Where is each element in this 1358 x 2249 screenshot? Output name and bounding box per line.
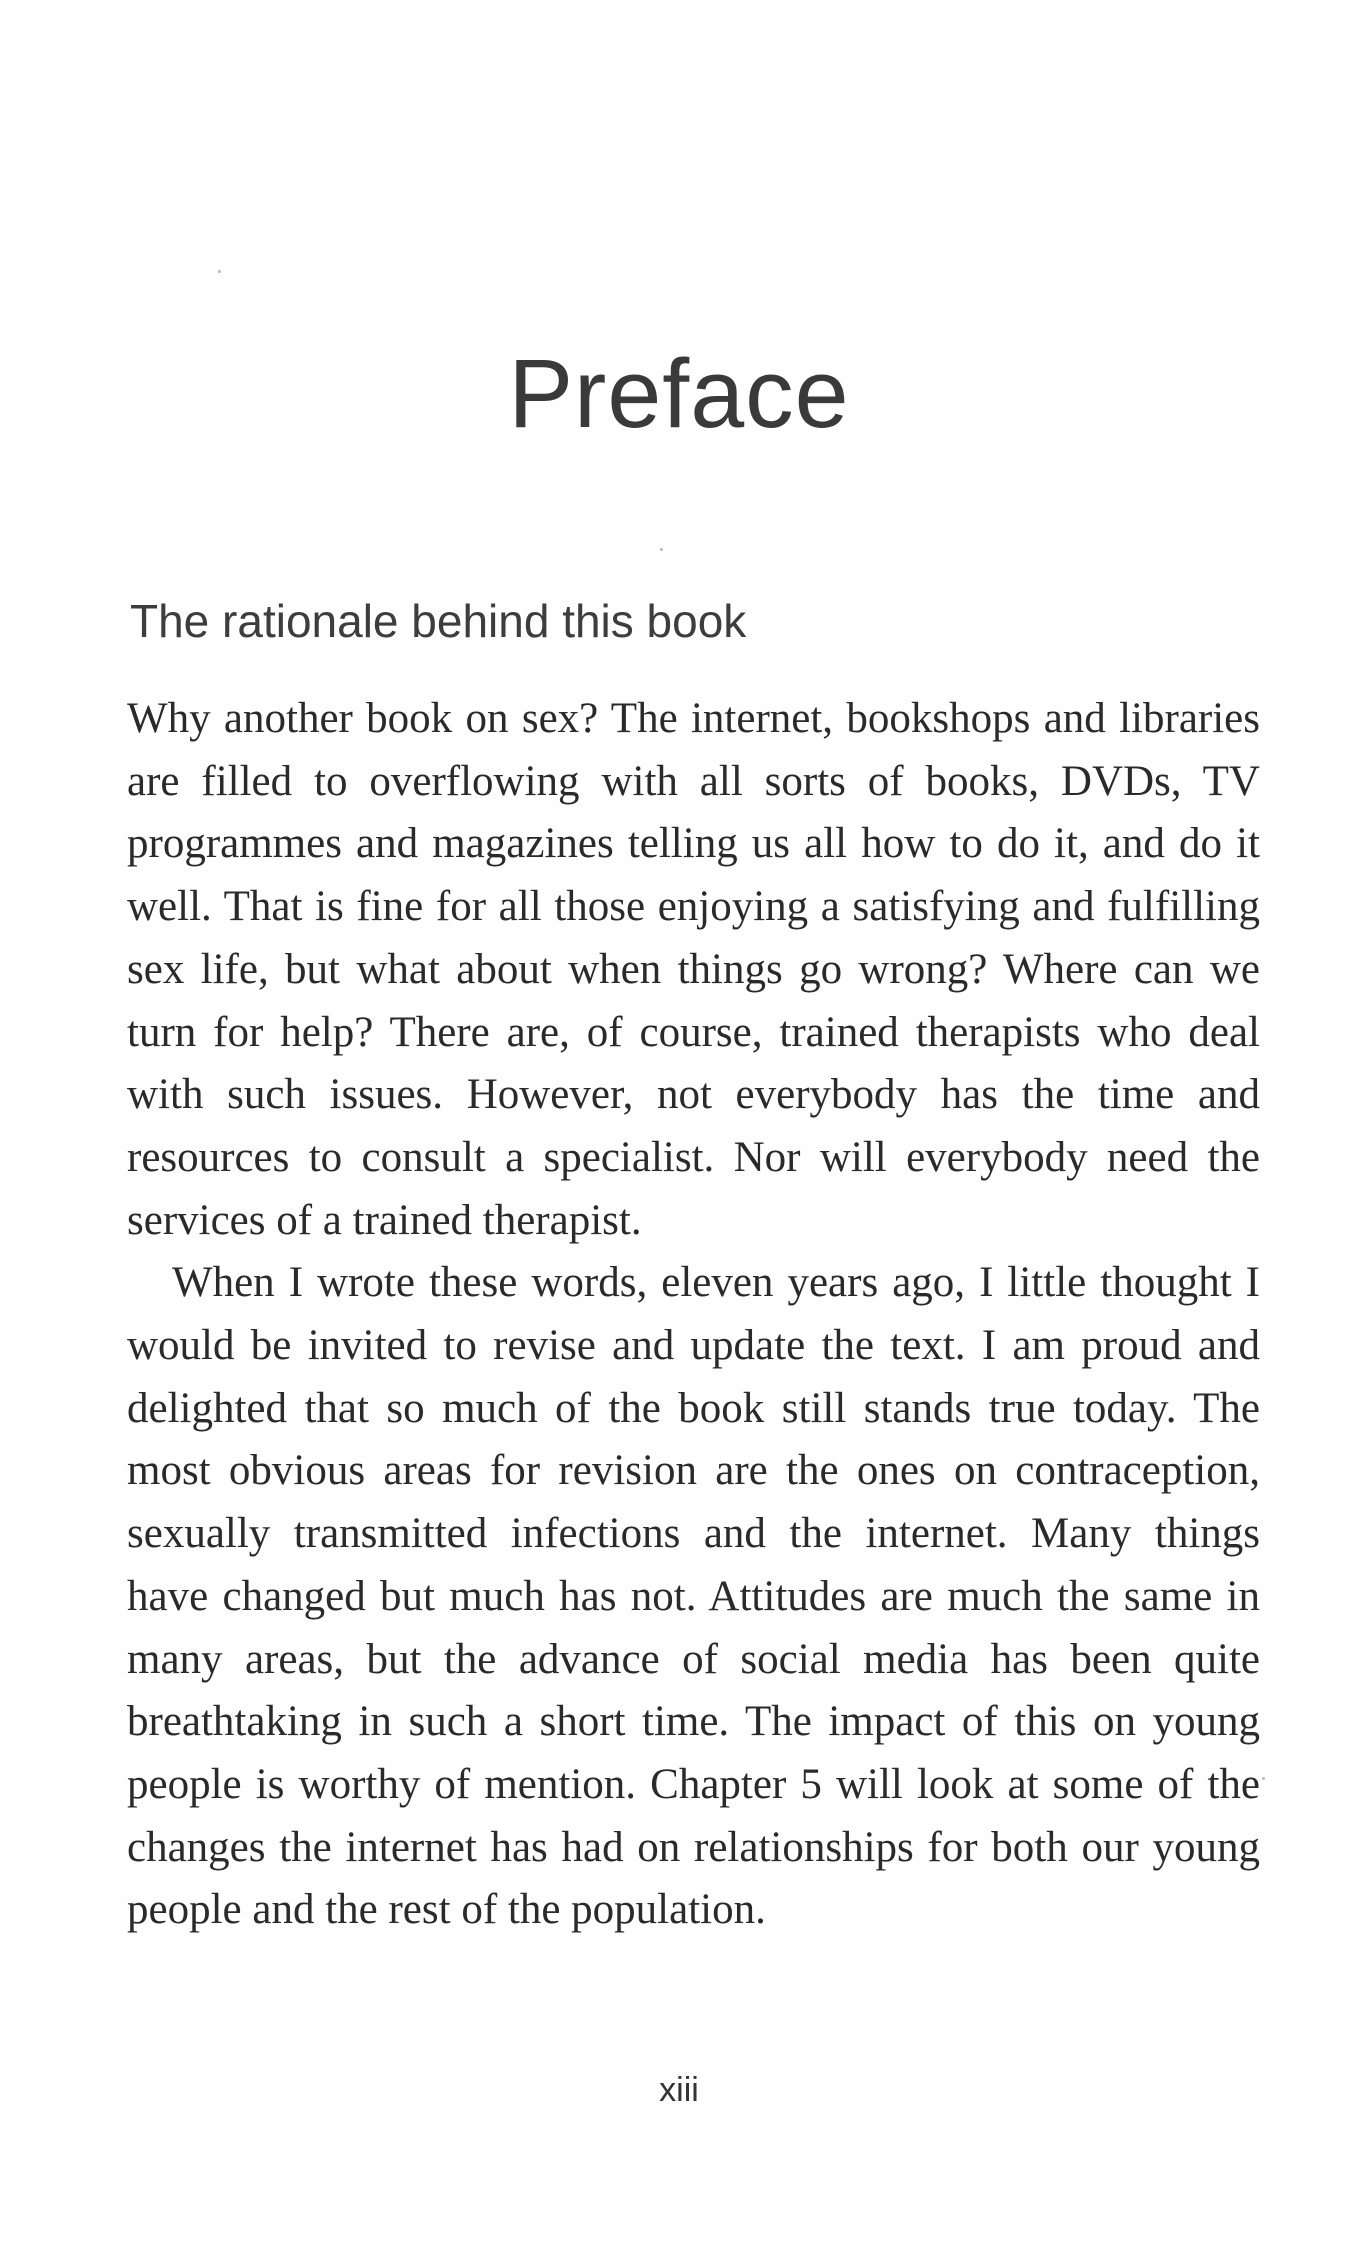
body-text bbox=[127, 688, 1260, 1942]
page-number: xiii bbox=[659, 2071, 699, 2109]
paragraph-2: When I wrote these words, eleven years ago, I little thought I would be invited to revise and update the text. I am proud and delighted that so much of the book still stands true today. The most obvious areas for revision are the ones on contraception, sexually transmitted infections and the internet. Many things have changed but much has not. Attitudes are much the same in many areas, but the advance of social media has been quite breathtaking in such a short time. The impact of this on young people is worthy of mention. Chapter 5 will look at some of the changes the internet has had on relationships for both our young people and the rest of the population. bbox=[127, 1259, 1260, 1934]
scan-speck bbox=[218, 270, 221, 273]
paragraph-1: Why another book on sex? The internet, bookshops and libraries are filled to overflowing with all sorts of books, DVDs, TV programmes and magazines telling us all how to do it, and do it well. That is fine for all those enjoying a satisfying and fulfilling sex life, but what about when things go wrong? Where can we turn for help? There are, of course, trained therapists who deal with such issues. However, not everybody has the time and resources to consult a specialist. Nor will everybody need the services of a trained therapist. bbox=[127, 695, 1260, 1244]
scan-speck bbox=[660, 548, 663, 551]
scan-speck bbox=[1262, 1777, 1265, 1780]
section-heading: The rationale behind this book bbox=[130, 595, 747, 647]
chapter-title: Preface bbox=[508, 339, 850, 448]
